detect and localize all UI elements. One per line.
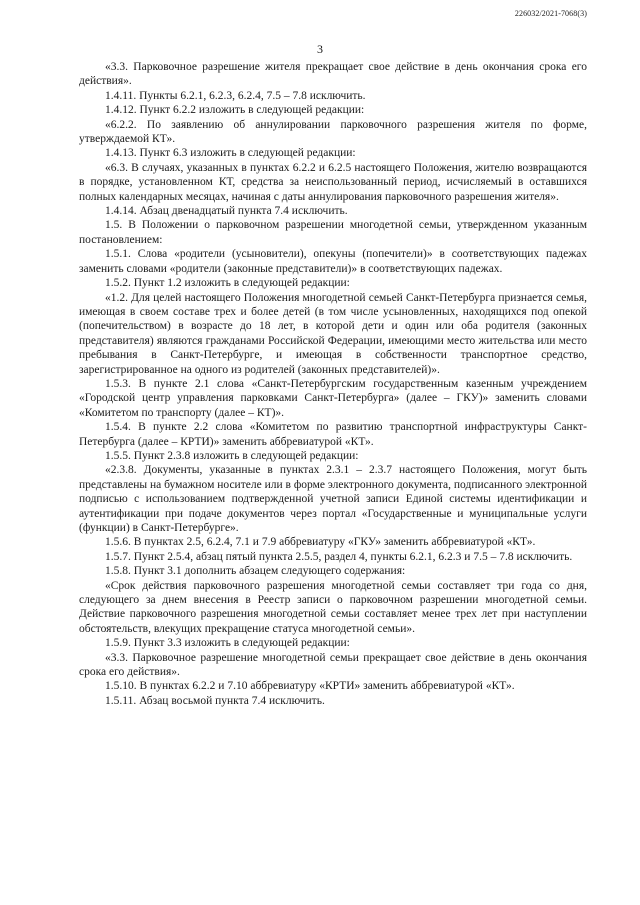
paragraph: 1.4.13. Пункт 6.3 изложить в следующей редакции: [105, 147, 356, 160]
paragraph: 1.5.8. Пункт 3.1 дополнить абзацем следующего содержания: [105, 565, 406, 578]
paragraph: 1.5.10. В пунктах 6.2.2 и 7.10 аббревиатуру «КРТИ» заменить аббревиатурой «КТ». [105, 680, 515, 693]
paragraph: «2.3.8. Документы, указанные в пунктах 2.3.1 – 2.3.7 настоящего Положения, могут быть представлены на бумажном носителе или в форме электронного документа, подписанного электронной подписью с использованием подтвержденной учетной записи Единой системы идентификации и аутентификации при подаче документов через портал «Государственные и муниципальные услуги (функции) в Санкт-Петербурге». [79, 464, 587, 534]
document-number: 226032/2021-7068(3) [514, 9, 587, 18]
paragraph: «6.3. В случаях, указанных в пунктах 6.2.2 и 6.2.5 настоящего Положения, жителю возвращаются в порядке, установленном КТ, средства за неиспользованный период, исчисляемый в оставшихся полных календарных месяцах, начиная с даты аннулирования парковочного разрешения жителя». [79, 161, 587, 203]
paragraph: 1.5. В Положении о парковочном разрешении многодетной семьи, утвержденном указанным постановлением: [79, 219, 587, 246]
document-body [79, 60, 587, 708]
paragraph: «6.2.2. По заявлению об аннулировании парковочного разрешения жителя по форме, утверждаемой КТ». [79, 118, 587, 146]
paragraph: «3.3. Парковочное разрешение многодетной семьи прекращает свое действие в день окончания срока его действия». [79, 651, 587, 679]
paragraph: 1.5.6. В пунктах 2.5, 6.2.4, 7.1 и 7.9 аббревиатуру «ГКУ» заменить аббревиатурой «КТ». [105, 536, 536, 549]
paragraph: 1.4.14. Абзац двенадцатый пункта 7.4 исключить. [105, 205, 348, 218]
paragraph: 1.5.1. Слова «родители (усыновители), опекуны (попечители)» в соответствующих падежах заменить словами «родители (законные представители)» в соответствующих падежах. [79, 248, 587, 275]
paragraph: 1.4.12. Пункт 6.2.2 изложить в следующей редакции: [105, 104, 365, 117]
paragraph: «1.2. Для целей настоящего Положения многодетной семьей Санкт-Петербурга признается семья, имеющая в своем составе трех и более детей (в том числе усыновленных, находящихся под опекой (попечительством) в возрасте до 18 лет, в которой дети и один или оба родителя (законных представителя) являются гражданами Российской Федерации, имеющими место жительства или место пребывания в Санкт-Петербурге, и имеющая в собственности транспортное средство, зарегистрированное на одного из родителей (законных представителей)». [79, 291, 587, 376]
paragraph: 1.5.2. Пункт 1.2 изложить в следующей редакции: [105, 277, 350, 290]
paragraph: «3.3. Парковочное разрешение жителя прекращает свое действие в день окончания срока его действия». [79, 61, 587, 88]
paragraph: 1.5.9. Пункт 3.3 изложить в следующей редакции: [105, 637, 350, 650]
paragraph: 1.5.7. Пункт 2.5.4, абзац пятый пункта 2.5.5, раздел 4, пункты 6.2.1, 6.2.3 и 7.5 – 7.8 исключить. [105, 550, 573, 563]
paragraph: 1.5.5. Пункт 2.3.8 изложить в следующей редакции: [105, 449, 359, 462]
paragraph: 1.5.4. В пункте 2.2 слова «Комитетом по развитию транспортной инфраструктуры Санкт-Петербурга (далее – КРТИ)» заменить аббревиатурой «КТ». [79, 421, 587, 448]
paragraph: 1.5.11. Абзац восьмой пункта 7.4 исключить. [105, 694, 325, 707]
paragraph: «Срок действия парковочного разрешения многодетной семьи составляет три года со дня, следующего за днем внесения в Реестр записи о парковочном разрешении многодетной семьи. Действие парковочного разрешения многодетной семьи составляет менее трех лет при наступлении обстоятельств, влекущих прекращение статуса многодетной семьи». [79, 579, 587, 635]
paragraph: 1.5.3. В пункте 2.1 слова «Санкт-Петербургским государственным казенным учреждением «Городской центр управления парковками Санкт-Петербурга» (далее – ГКУ)» заменить словами «Комитетом по транспорту (далее – КТ)». [79, 377, 587, 419]
paragraph: 1.4.11. Пункты 6.2.1, 6.2.3, 6.2.4, 7.5 – 7.8 исключить. [105, 89, 366, 102]
page-number: 3 [317, 42, 323, 56]
